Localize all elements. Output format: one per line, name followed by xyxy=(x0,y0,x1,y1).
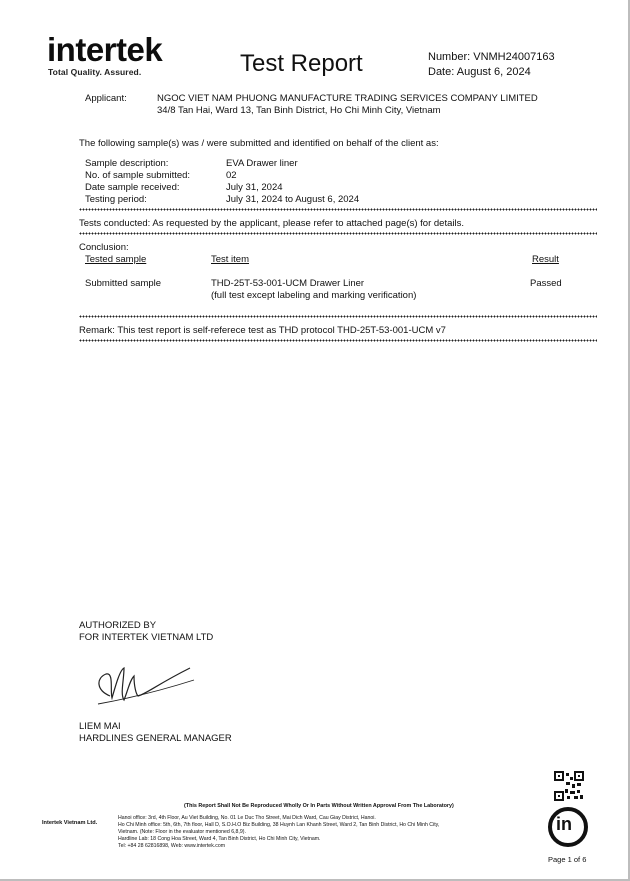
footer-disclaimer: (This Report Shall Not Be Reproduced Wholly Or In Parts Without Written Approval From The Laboratory) xyxy=(184,803,454,809)
sample-count-value: 02 xyxy=(226,170,237,181)
footer-line: Hardline Lab: 18 Cong Hoa Street, Ward 4, Tan Binh District, Ho Chi Minh City, Vietnam. xyxy=(118,836,321,842)
report-date: Date: August 6, 2024 xyxy=(428,66,531,78)
testing-period-value: July 31, 2024 to August 6, 2024 xyxy=(226,194,360,205)
page-number: Page 1 of 6 xyxy=(548,855,587,864)
tested-sample-value: Submitted sample xyxy=(85,278,162,289)
applicant-name: NGOC VIET NAM PHUONG MANUFACTURE TRADING SERVICES COMPANY LIMITED xyxy=(157,93,538,104)
authorized-company: FOR INTERTEK VIETNAM LTD xyxy=(79,632,214,643)
footer-line: Vietnam. (Note: Floor in the evaluator mentioned 6,8,9). xyxy=(118,829,246,835)
col-header-test-item: Test item xyxy=(211,254,250,265)
footer-company: Intertek Vietnam Ltd. xyxy=(42,820,98,826)
divider xyxy=(79,232,597,235)
signer-position: HARDLINES GENERAL MANAGER xyxy=(79,733,232,744)
testing-period-label: Testing period: xyxy=(85,194,147,205)
report-number: Number: VNMH24007163 xyxy=(428,51,555,63)
col-header-result: Result xyxy=(532,254,559,265)
logo-tagline: Total Quality. Assured. xyxy=(48,67,142,77)
test-item-note: (full test except labeling and marking verification) xyxy=(211,290,417,301)
authorized-by: AUTHORIZED BY xyxy=(79,620,157,631)
report-title: Test Report xyxy=(240,50,363,77)
divider xyxy=(79,315,597,318)
footer-address xyxy=(118,815,439,850)
col-header-tested-sample: Tested sample xyxy=(85,254,147,265)
qr-code-icon xyxy=(554,771,584,801)
conclusion-label: Conclusion: xyxy=(79,242,129,253)
sample-description-label: Sample description: xyxy=(85,158,169,169)
footer-line: Ho Chi Minh office: 5th, 6th, 7th floor, Hall D, S.O.H.O Biz Building, 38 Huynh Lan Khanh Street, Ward 2, Tan Binh District, Ho Chi Minh City, xyxy=(118,822,440,828)
divider xyxy=(79,339,597,342)
date-received-value: July 31, 2024 xyxy=(226,182,283,193)
intro-text: The following sample(s) was / were submitted and identified on behalf of the client as: xyxy=(79,138,439,149)
sample-count-label: No. of sample submitted: xyxy=(85,170,191,181)
date-received-label: Date sample received: xyxy=(85,182,180,193)
sample-description-value: EVA Drawer liner xyxy=(226,158,298,169)
footer-line: Tel: +84 28 62816898, Web: www.intertek.com xyxy=(118,843,226,849)
tests-conducted: Tests conducted: As requested by the applicant, please refer to attached page(s) for details. xyxy=(79,218,464,229)
test-item-value: THD-25T-53-001-UCM Drawer Liner xyxy=(211,278,365,289)
badge-text: in xyxy=(556,814,572,834)
applicant-label: Applicant: xyxy=(85,93,127,104)
signature-image xyxy=(90,660,200,710)
signer-name: LIEM MAI xyxy=(79,721,121,732)
divider xyxy=(79,208,597,211)
remark-text: Remark: This test report is self-referece test as THD protocol THD-25T-53-001-UCM v7 xyxy=(79,325,446,336)
applicant-address: 34/8 Tan Hai, Ward 13, Tan Binh District, Ho Chi Minh City, Vietnam xyxy=(157,105,441,116)
result-value: Passed xyxy=(530,278,562,289)
intertek-logo: intertek xyxy=(47,31,163,68)
footer-line: Hanoi office: 3rd, 4th Floor, Au Viet Building, No. 01 Le Duc Tho Street, Mai Dich Ward, Cau Giay District, Hanoi. xyxy=(118,815,376,821)
